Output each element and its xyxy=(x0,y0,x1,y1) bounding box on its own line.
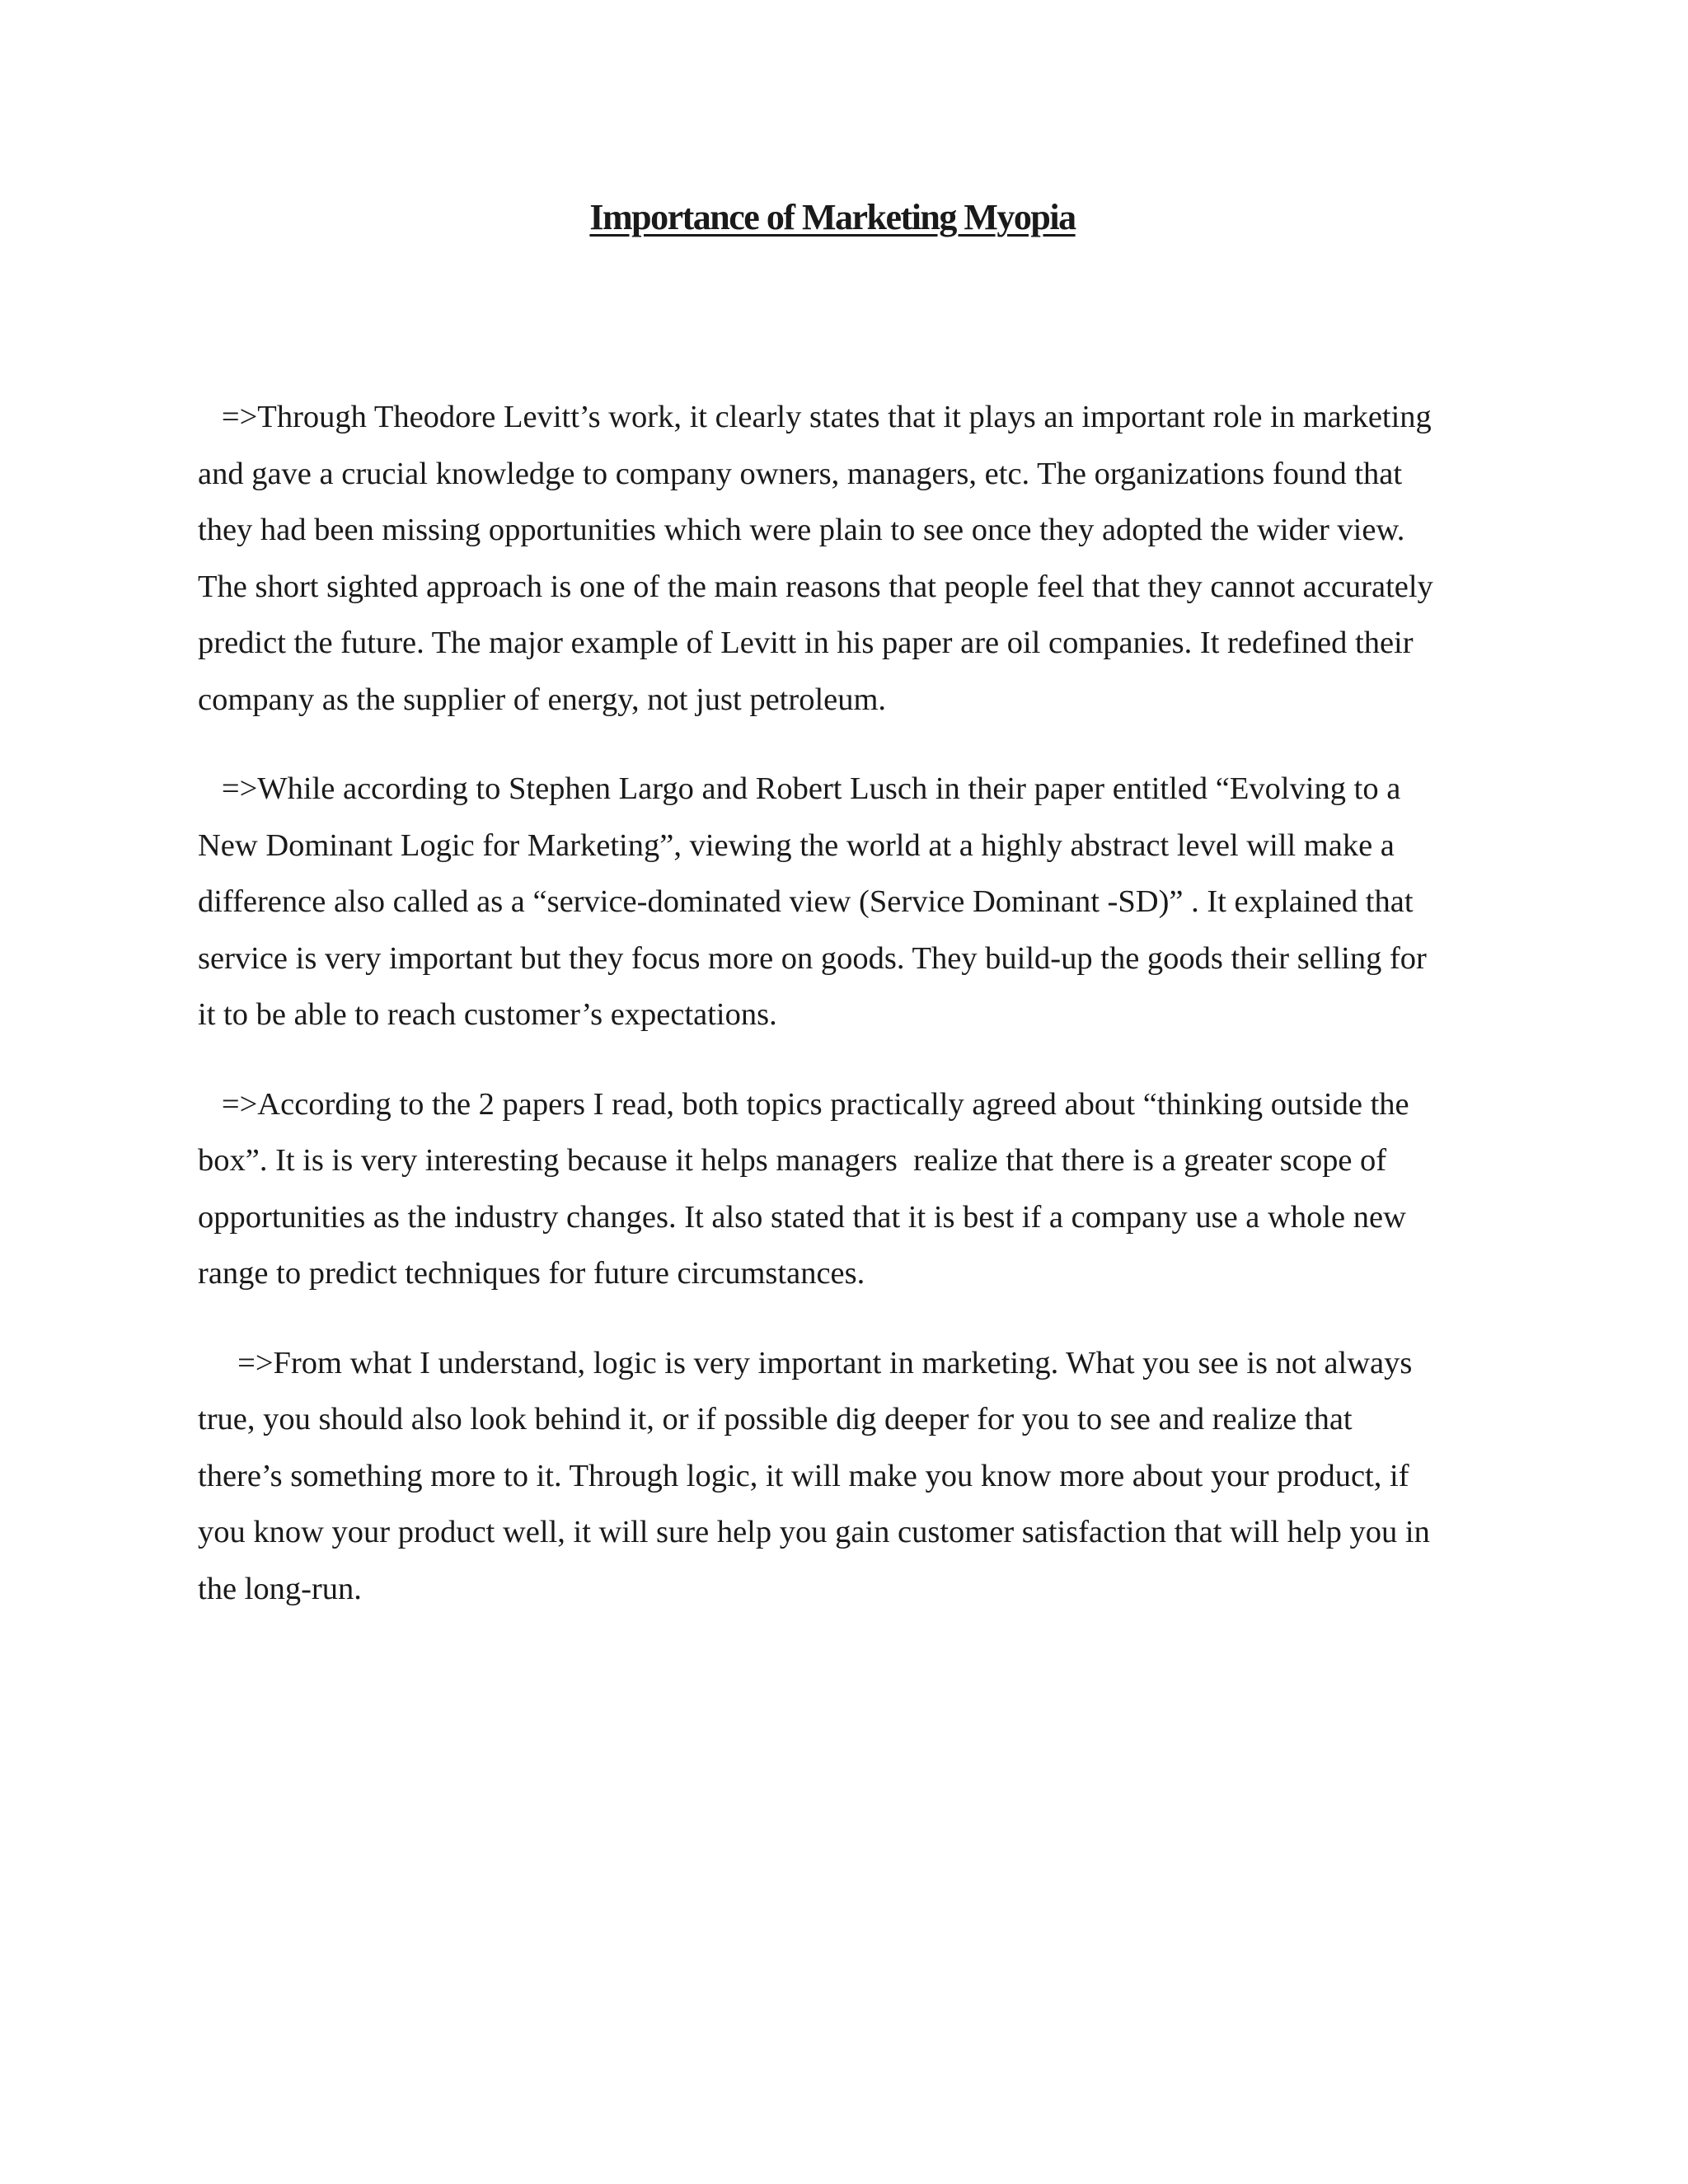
paragraph-line: range to predict techniques for future circumstances. xyxy=(198,1256,865,1291)
paragraph-line: difference also called as a “service-dominated view (Service Dominant -SD)” . It explained that xyxy=(198,884,1414,919)
paragraph-line: The short sighted approach is one of the main reasons that people feel that they cannot accurately xyxy=(198,569,1433,604)
paragraph-line: service is very important but they focus more on goods. They build-up the goods their selling for xyxy=(198,940,1427,976)
paragraph-line: box”. It is is very interesting because it helps managers realize that there is a greater scope of xyxy=(198,1143,1387,1178)
paragraph-line: they had been missing opportunities which were plain to see once they adopted the wider view. xyxy=(198,513,1405,547)
document-title: Importance of Marketing Myopia xyxy=(589,197,1076,237)
paragraph-3 xyxy=(198,1076,1493,1302)
paragraph-line: New Dominant Logic for Marketing”, viewing the world at a highly abstract level will make a xyxy=(198,827,1395,863)
paragraph-line: it to be able to reach customer’s expectations. xyxy=(198,997,777,1032)
paragraph-line: true, you should also look behind it, or if possible dig deeper for you to see and realize that xyxy=(198,1402,1353,1436)
paragraph-1 xyxy=(198,389,1493,728)
paragraph-line: =>While according to Stephen Largo and Robert Lusch in their paper entitled “Evolving to a xyxy=(198,771,1401,806)
paragraph-4 xyxy=(198,1335,1493,1618)
paragraph-line: predict the future. The major example of Levitt in his paper are oil companies. It redefined their xyxy=(198,626,1414,660)
document-body xyxy=(198,389,1493,1650)
paragraph-line: the long-run. xyxy=(198,1571,362,1606)
paragraph-line: =>Through Theodore Levitt’s work, it clearly states that it plays an important role in marketing xyxy=(198,400,1432,434)
paragraph-line: company as the supplier of energy, not just petroleum. xyxy=(198,682,887,717)
paragraph-line: =>According to the 2 papers I read, both topics practically agreed about “thinking outside the xyxy=(198,1086,1409,1122)
paragraph-line: =>From what I understand, logic is very important in marketing. What you see is not always xyxy=(198,1345,1413,1380)
paragraph-2 xyxy=(198,761,1493,1043)
paragraph-line: you know your product well, it will sure help you gain customer satisfaction that will help you in xyxy=(198,1515,1430,1549)
paragraph-line: there’s something more to it. Through logic, it will make you know more about your product, if xyxy=(198,1458,1409,1493)
paragraph-line: and gave a crucial knowledge to company owners, managers, etc. The organizations found that xyxy=(198,456,1403,491)
paragraph-line: opportunities as the industry changes. It also stated that it is best if a company use a whole new xyxy=(198,1199,1406,1235)
